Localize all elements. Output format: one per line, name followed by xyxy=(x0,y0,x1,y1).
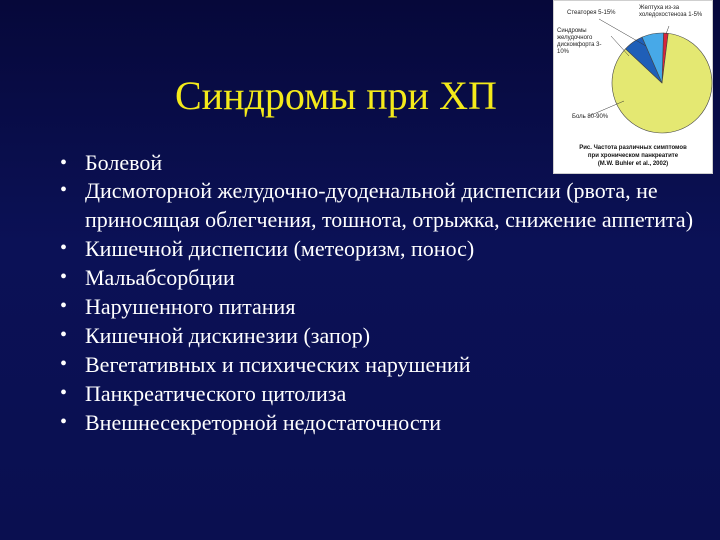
bullet-marker: • xyxy=(60,324,68,346)
list-item-text: Болевой xyxy=(85,150,163,175)
label-dyspepsia: Синдромы желудочного дискомфорта 3-10% xyxy=(557,28,602,55)
bullet-marker: • xyxy=(60,179,68,201)
bullet-marker: • xyxy=(60,266,68,288)
list-item-text: Панкреатического цитолиза xyxy=(85,381,347,406)
list-item-text: Мальабсорбции xyxy=(85,265,235,290)
bullet-marker: • xyxy=(60,353,68,375)
list-item-text: Дисмоторной желудочно-дуоденальной диспепсии (рвота, не приносящая облегчения, тошнота, отрыжка, снижение аппетита) xyxy=(85,178,694,232)
label-steatorrhea: Стеаторея 5-15% xyxy=(567,10,616,16)
label-pain: Боль 80-90% xyxy=(572,114,609,120)
figure-caption-line-1: Рис. Частота различных симптомов xyxy=(579,145,687,151)
list-item-text: Кишечной дискинезии (запор) xyxy=(85,323,371,348)
list-item xyxy=(60,321,700,350)
list-item-text: Нарушенного питания xyxy=(85,294,296,319)
leader-line xyxy=(666,26,669,34)
bullet-marker: • xyxy=(60,295,68,317)
list-item-text: Вегетативных и психических нарушений xyxy=(85,352,471,377)
list-item xyxy=(60,263,700,292)
list-item xyxy=(60,150,700,176)
figure-caption-line-3: (M.W. Buhler et al., 2002) xyxy=(597,161,669,167)
slide-title: Синдромы при ХП xyxy=(175,73,497,118)
bullet-marker: • xyxy=(60,382,68,404)
bullet-marker: • xyxy=(60,237,68,259)
list-item xyxy=(60,408,700,437)
bullet-marker: • xyxy=(60,411,68,433)
list-item xyxy=(60,176,700,234)
list-item xyxy=(60,350,700,379)
label-jaundice: Желтуха из-за холедохостеноза 1-5% xyxy=(639,5,703,18)
list-item-text: Кишечной диспепсии (метеоризм, понос) xyxy=(85,236,475,261)
leader-line xyxy=(611,36,629,56)
figure-caption-line-2: при хроническом панкреатите xyxy=(587,153,679,159)
list-item-text: Внешнесекреторной недостаточности xyxy=(85,410,441,435)
syndrome-list xyxy=(60,150,700,437)
list-item xyxy=(60,234,700,263)
bullet-marker: • xyxy=(60,152,68,174)
list-item xyxy=(60,379,700,408)
pie-chart-figure xyxy=(553,0,713,174)
list-item xyxy=(60,292,700,321)
